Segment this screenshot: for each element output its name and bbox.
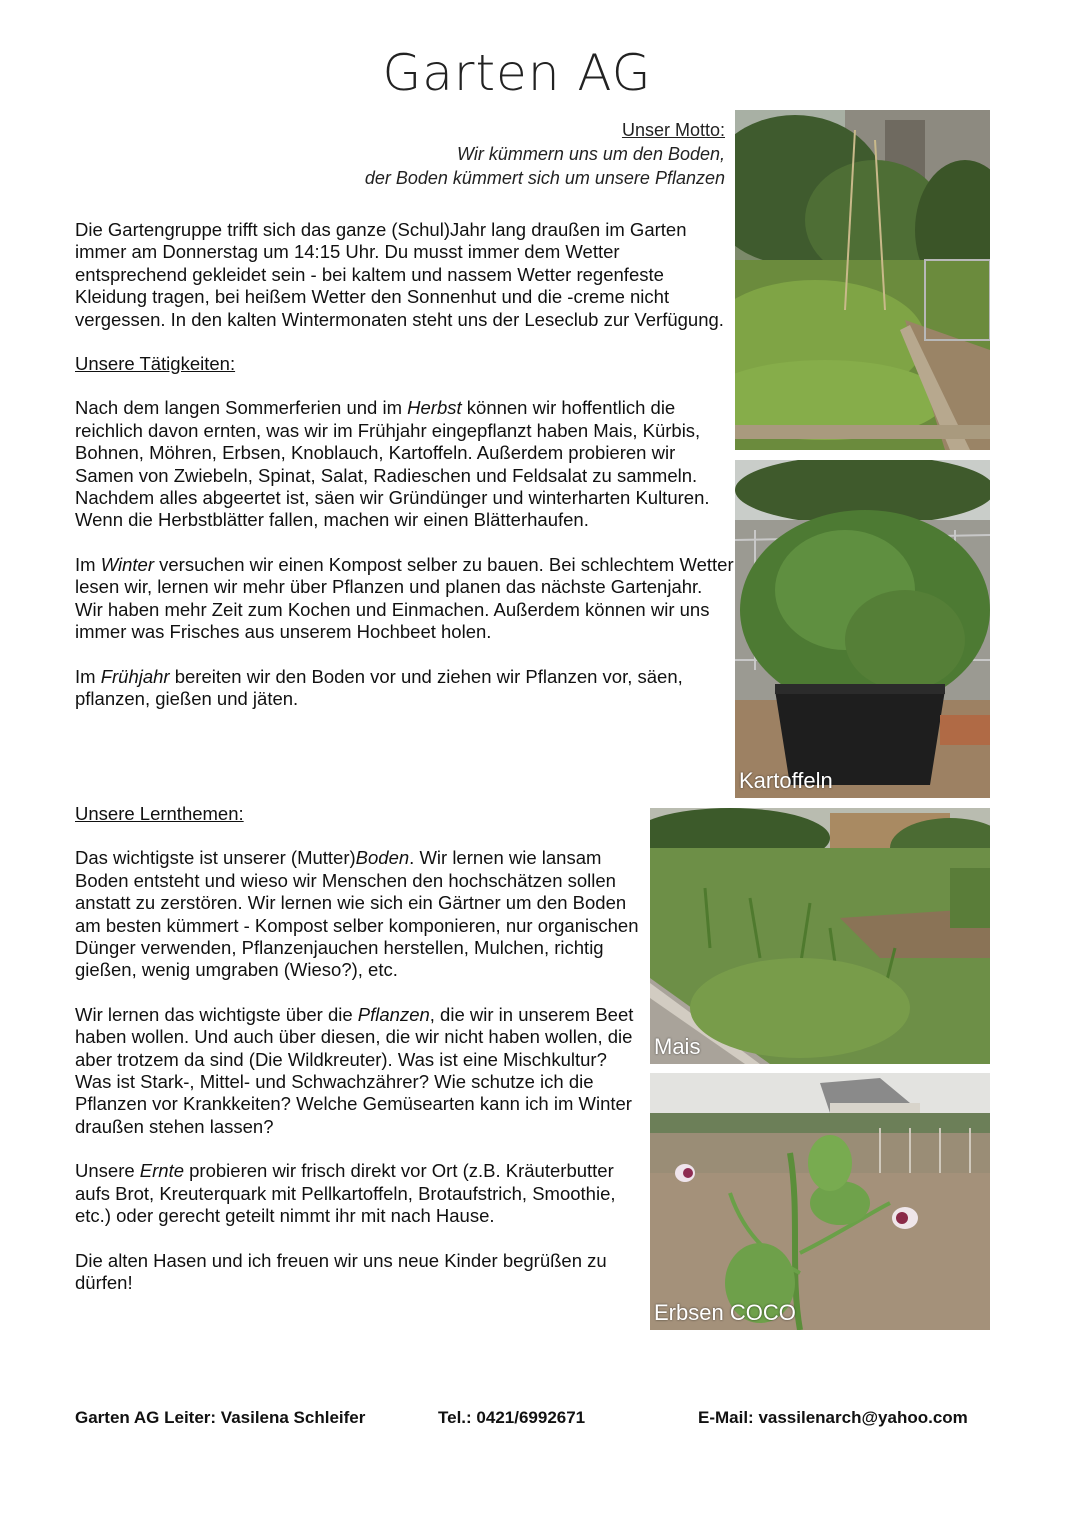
intro-paragraph: Die Gartengruppe trifft sich das ganze (Schul)Jahr lang draußen im Garten immer am Donnerstag um 14:15 Uhr. Du musst immer dem Wetter entsprechend gekleidet sein - bei kaltem und nassem Wetter regenfeste Kleidung tragen, bei heißem Wetter den Sonnenhut und die -creme nicht vergessen. In den kalten Wintermonaten steht uns der Leseclub zur Verfügung. xyxy=(75,219,724,330)
potato-plant-photo xyxy=(735,460,990,798)
spring-paragraph: Im Frühjahr bereiten wir den Boden vor und ziehen wir Pflanzen vor, säen, pflanzen, gießen und jäten. xyxy=(75,665,683,709)
season-winter: Winter xyxy=(100,553,154,575)
closing-paragraph: Die alten Hasen und ich freuen wir uns neue Kinder begrüßen zu dürfen! xyxy=(75,1249,607,1293)
motto-label: Unser Motto: xyxy=(621,120,725,140)
motto-block xyxy=(365,118,725,190)
topic-ernte: Ernte xyxy=(139,1160,184,1182)
footer-leader: Garten AG Leiter: Vasilena Schleifer xyxy=(75,1408,366,1427)
harvest-paragraph: Unsere Ernte probieren wir frisch direkt vor Ort (z.B. Kräuterbutter aufs Brot, Kreuterquark mit Pellkartoffeln, Brotaufstrich, Smoothie, etc.) oder gerecht geteilt nimmt ihr mit nach Hause. xyxy=(75,1160,616,1227)
page-title: Garten AG xyxy=(382,44,652,102)
learning-column xyxy=(75,803,645,1316)
topic-pflanzen: Pflanzen xyxy=(357,1003,430,1025)
kartoffeln-caption: Kartoffeln xyxy=(739,768,833,793)
motto-line-1: Wir kümmern uns um den Boden, xyxy=(457,144,725,164)
corn-beds-photo xyxy=(650,808,990,1064)
learning-heading: Unsere Lernthemen: xyxy=(75,803,244,824)
soil-paragraph: Das wichtigste ist unserer (Mutter)Boden. Wir lernen wie lansam Boden entsteht und wieso wir Menschen den hochschätzen sollen anstatt zu zerstören. Wir lernen wie sich ein Gärtner um den Boden am besten kümmert - Kompost selber komponieren, nur organischen Dünger verwenden, Pflanzenjauchen herstellen, Mulchen, richtig gießen, wenig umgraben (Wieso?), etc. xyxy=(75,847,639,981)
footer-email[interactable]: E-Mail: vassilenarch@yahoo.com xyxy=(698,1408,968,1427)
plants-paragraph: Wir lernen das wichtigste über die Pflanzen, die wir in unserem Beet haben wollen. Und auch über diesen, die wir nicht haben wollen, die aber trotzem da sind (Die Wildkreuter). Was ist eine Mischkultur? Was ist Stark-, Mittel- und Schwachzährer? Wie schutze ich die Pflanzen vor Krankkeiten? Welche Gemüsearten kann ich im Winter draußen stehen lassen? xyxy=(75,1003,634,1137)
mais-caption: Mais xyxy=(654,1034,701,1059)
autumn-paragraph: Nach dem langen Sommerferien und im Herbst können wir hoffentlich die reichlich davon ernten, was wir im Frühjahr eingepflanzt haben Mais, Kürbis, Bohnen, Möhren, Erbsen, Knoblauch, Kartoffeln. Außerdem probieren wir Samen von Zwiebeln, Spinat, Salat, Radieschen und Feldsalat zu sammeln. Nachdem alles abgeertet ist, säen wir Gründünger und winterharten Kulturen. Wenn die Herbstblätter fallen, machen wir einen Blätterhaufen. xyxy=(75,397,710,531)
season-herbst: Herbst xyxy=(407,397,462,419)
pea-plant-photo xyxy=(650,1073,990,1330)
winter-paragraph: Im Winter versuchen wir einen Kompost selber zu bauen. Bei schlechtem Wetter lesen wir, lernen wir mehr über Pflanzen und planen das nächste Gartenjahr. Wir haben mehr Zeit zum Kochen und Einmachen. Außerdem können wir uns immer was Frisches aus unserem Hochbeet holen. xyxy=(75,553,734,643)
activities-heading: Unsere Tätigkeiten: xyxy=(75,353,236,375)
footer-phone: Tel.: 0421/6992671 xyxy=(438,1408,586,1427)
motto-line-2: der Boden kümmert sich um unsere Pflanzen xyxy=(364,168,725,188)
erbsen-caption: Erbsen COCO xyxy=(654,1300,796,1325)
main-column xyxy=(75,219,735,732)
topic-boden: Boden xyxy=(355,847,410,869)
garden-beds-photo xyxy=(735,110,990,450)
season-fruehjahr: Frühjahr xyxy=(100,665,170,687)
